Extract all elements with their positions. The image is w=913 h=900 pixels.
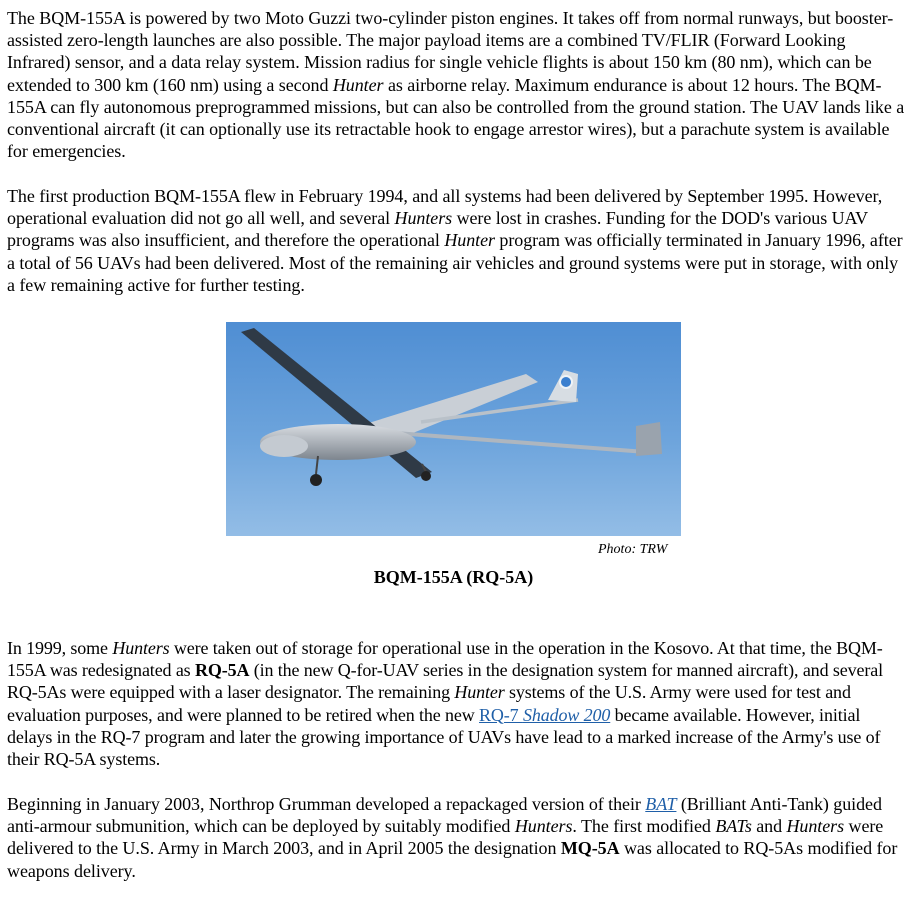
emphasis-bats: BATs <box>715 816 752 837</box>
uav-photo <box>226 322 681 536</box>
emphasis-hunter: Hunter <box>444 230 495 251</box>
rq7-shadow-link[interactable] <box>479 705 610 725</box>
paragraph-production <box>7 185 907 296</box>
text-span: were taken out of storage for operational use in the operation in the Kosovo. At that time, the BQM-155A was redesignated as <box>7 638 883 681</box>
link-text-italic: BAT <box>645 794 677 814</box>
emphasis-hunters: Hunters <box>786 816 845 837</box>
link-text-italic: Shadow 200 <box>522 704 611 725</box>
designation-rq5a: RQ-5A <box>194 660 250 681</box>
emphasis-hunter: Hunter <box>332 74 384 95</box>
text-span: The first production BQM-155A flew in February 1994, and all systems had been delivered by September 1995. However, operational evaluation did not go all well, and several <box>7 186 883 229</box>
paragraph-kosovo <box>7 637 907 770</box>
text-span: as airborne relay. Maximum endurance is about 12 hours. The BQM-155A can fly autonomous preprogrammed missions, but can also be controlled from the ground station. The UAV lands like a conventional aircraft (it can optionally use its retractable hook to engage arrestor wires), but a parachute system is available for emergencies. <box>7 74 905 162</box>
paragraph-bat <box>7 793 907 882</box>
link-text: RQ-7 <box>479 704 523 725</box>
emphasis-hunters: Hunters <box>514 816 573 837</box>
text-span: (in the new Q-for-UAV series in the designation system for manned aircraft), and several RQ-5As were equipped with a laser designator. The remaining <box>7 660 883 703</box>
photo-credit: Photo: TRW <box>598 542 668 557</box>
insignia-icon <box>560 376 572 388</box>
uav-tail-fin <box>636 422 662 456</box>
uav-wheel <box>421 471 431 481</box>
emphasis-hunters: Hunters <box>394 208 453 229</box>
text-span: was allocated to RQ-5As modified for weapons delivery. <box>7 838 898 881</box>
uav-nose <box>260 435 308 457</box>
figure-caption: BQM-155A (RQ-5A) <box>373 567 534 587</box>
emphasis-hunters: Hunters <box>112 638 170 658</box>
text-span: . The first modified <box>572 816 716 837</box>
text-span: were lost in crashes. Funding for the DOD's various UAV programs was also insufficient, and therefore the operational <box>7 208 868 251</box>
text-span: became available. However, initial delays in the RQ-7 program and later the growing importance of UAVs have lead to a marked increase of the Army's use of their RQ-5A systems. <box>7 704 881 770</box>
text-span: were delivered to the U.S. Army in March 2003, and in April 2005 the designation <box>7 816 884 859</box>
text-span: The BQM-155A is powered by two Moto Guzzi two-cylinder piston engines. It takes off from normal runways, but booster-assisted zero-length launches are also possible. The major payload items are a combined TV/FLIR (Forward Looking Infrared) sensor, and a data relay system. Mission radius for single vehicle flights is about 150 km (80 nm), which can be extended to 300 km (160 nm) using a second <box>7 8 894 95</box>
uav-photo-image <box>226 322 681 536</box>
text-span: (Brilliant Anti-Tank) guided anti-armour submunition, which can be deployed by suitably modified <box>7 794 882 837</box>
text-span: Beginning in January 2003, Northrop Grumman developed a repackaged version of their <box>7 794 646 814</box>
text-span: In 1999, some <box>7 638 113 658</box>
emphasis-hunter: Hunter <box>454 682 505 703</box>
text-span: and <box>751 816 787 837</box>
paragraph-engines <box>7 7 907 162</box>
text-span: program was officially terminated in January 1996, after a total of 56 UAVs had been delivered. Most of the remaining air vehicles and ground systems were put in storage, with only a few remaining active for further testing. <box>7 230 903 295</box>
designation-mq5a: MQ-5A <box>560 838 620 859</box>
bat-link[interactable] <box>645 794 676 814</box>
text-span: systems of the U.S. Army were used for test and evaluation purposes, and were planned to be retired when the new <box>7 682 851 725</box>
uav-wheel <box>310 474 322 486</box>
